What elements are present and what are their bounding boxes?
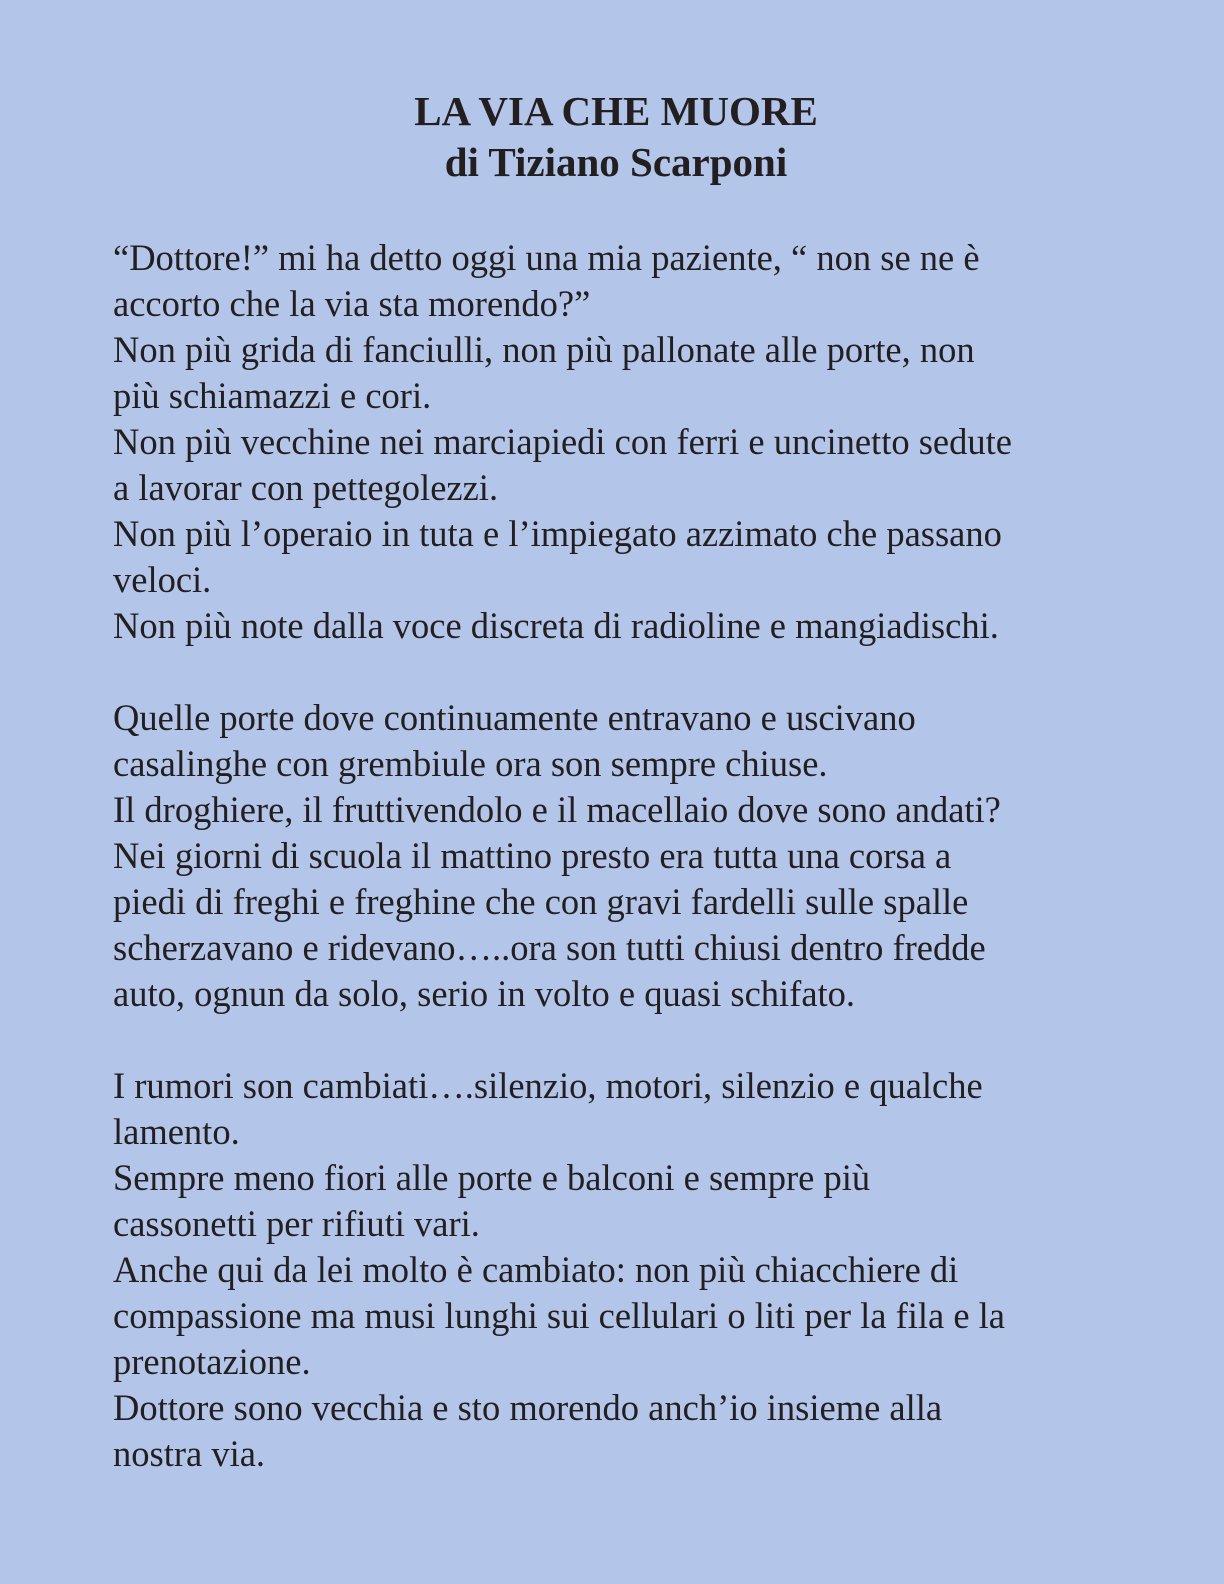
paragraph-1-line: accorto che la via sta morendo?” — [113, 283, 591, 324]
paragraph-2-line: auto, ognun da solo, serio in volto e quasi schifato. — [113, 973, 856, 1014]
paragraph-2-line: Il droghiere, il fruttivendolo e il macellaio dove sono andati? — [113, 789, 1001, 830]
document-title: LA VIA CHE MUORE — [414, 88, 818, 134]
paragraph-3-line: nostra via. — [113, 1433, 266, 1474]
paragraph-3-line: Dottore sono vecchia e sto morendo anch’io insieme alla — [113, 1387, 943, 1428]
paragraph-1-line: a lavorar con pettegolezzi. — [113, 467, 499, 508]
paragraph-3-line: Anche qui da lei molto è cambiato: non più chiacchiere di — [113, 1249, 959, 1290]
paragraph-2-line: Quelle porte dove continuamente entravano e uscivano — [113, 697, 916, 738]
paragraph-1-line: Non più note dalla voce discreta di radioline e mangiadischi. — [113, 605, 999, 646]
title-block — [0, 86, 1224, 188]
paragraph-1-line: Non più grida di fanciulli, non più pallonate alle porte, non — [113, 329, 975, 370]
paragraph-3-line: Sempre meno fiori alle porte e balconi e sempre più — [113, 1157, 871, 1198]
paragraph-3-line: compassione ma musi lunghi sui cellulari o liti per la fila e la — [113, 1295, 1006, 1336]
paragraph-3-line: I rumori son cambiati….silenzio, motori, silenzio e qualche — [113, 1065, 983, 1106]
paragraph-gap — [113, 1017, 1123, 1063]
paragraph-3-line: lamento. — [113, 1111, 240, 1152]
document-author: di Tiziano Scarponi — [444, 139, 788, 185]
paragraph-gap — [113, 649, 1123, 695]
paragraph-3-line: cassonetti per rifiuti vari. — [113, 1203, 480, 1244]
paragraph-1-line: Non più vecchine nei marciapiedi con ferri e uncinetto sedute — [113, 421, 1012, 462]
paragraph-1-line: Non più l’operaio in tuta e l’impiegato azzimato che passano — [113, 513, 1002, 554]
body-text — [113, 235, 1123, 1477]
paragraph-1-line: veloci. — [113, 559, 212, 600]
paragraph-2-line: Nei giorni di scuola il mattino presto era tutta una corsa a — [113, 835, 952, 876]
paragraph-2-line: piedi di freghi e freghine che con gravi fardelli sulle spalle — [113, 881, 969, 922]
paragraph-1-line: più schiamazzi e cori. — [113, 375, 432, 416]
paragraph-2-line: scherzavano e ridevano…..ora son tutti chiusi dentro fredde — [113, 927, 986, 968]
paragraph-1-line: “Dottore!” mi ha detto oggi una mia paziente, “ non se ne è — [113, 237, 980, 278]
paragraph-3-line: prenotazione. — [113, 1341, 311, 1382]
paragraph-2-line: casalinghe con grembiule ora son sempre chiuse. — [113, 743, 828, 784]
